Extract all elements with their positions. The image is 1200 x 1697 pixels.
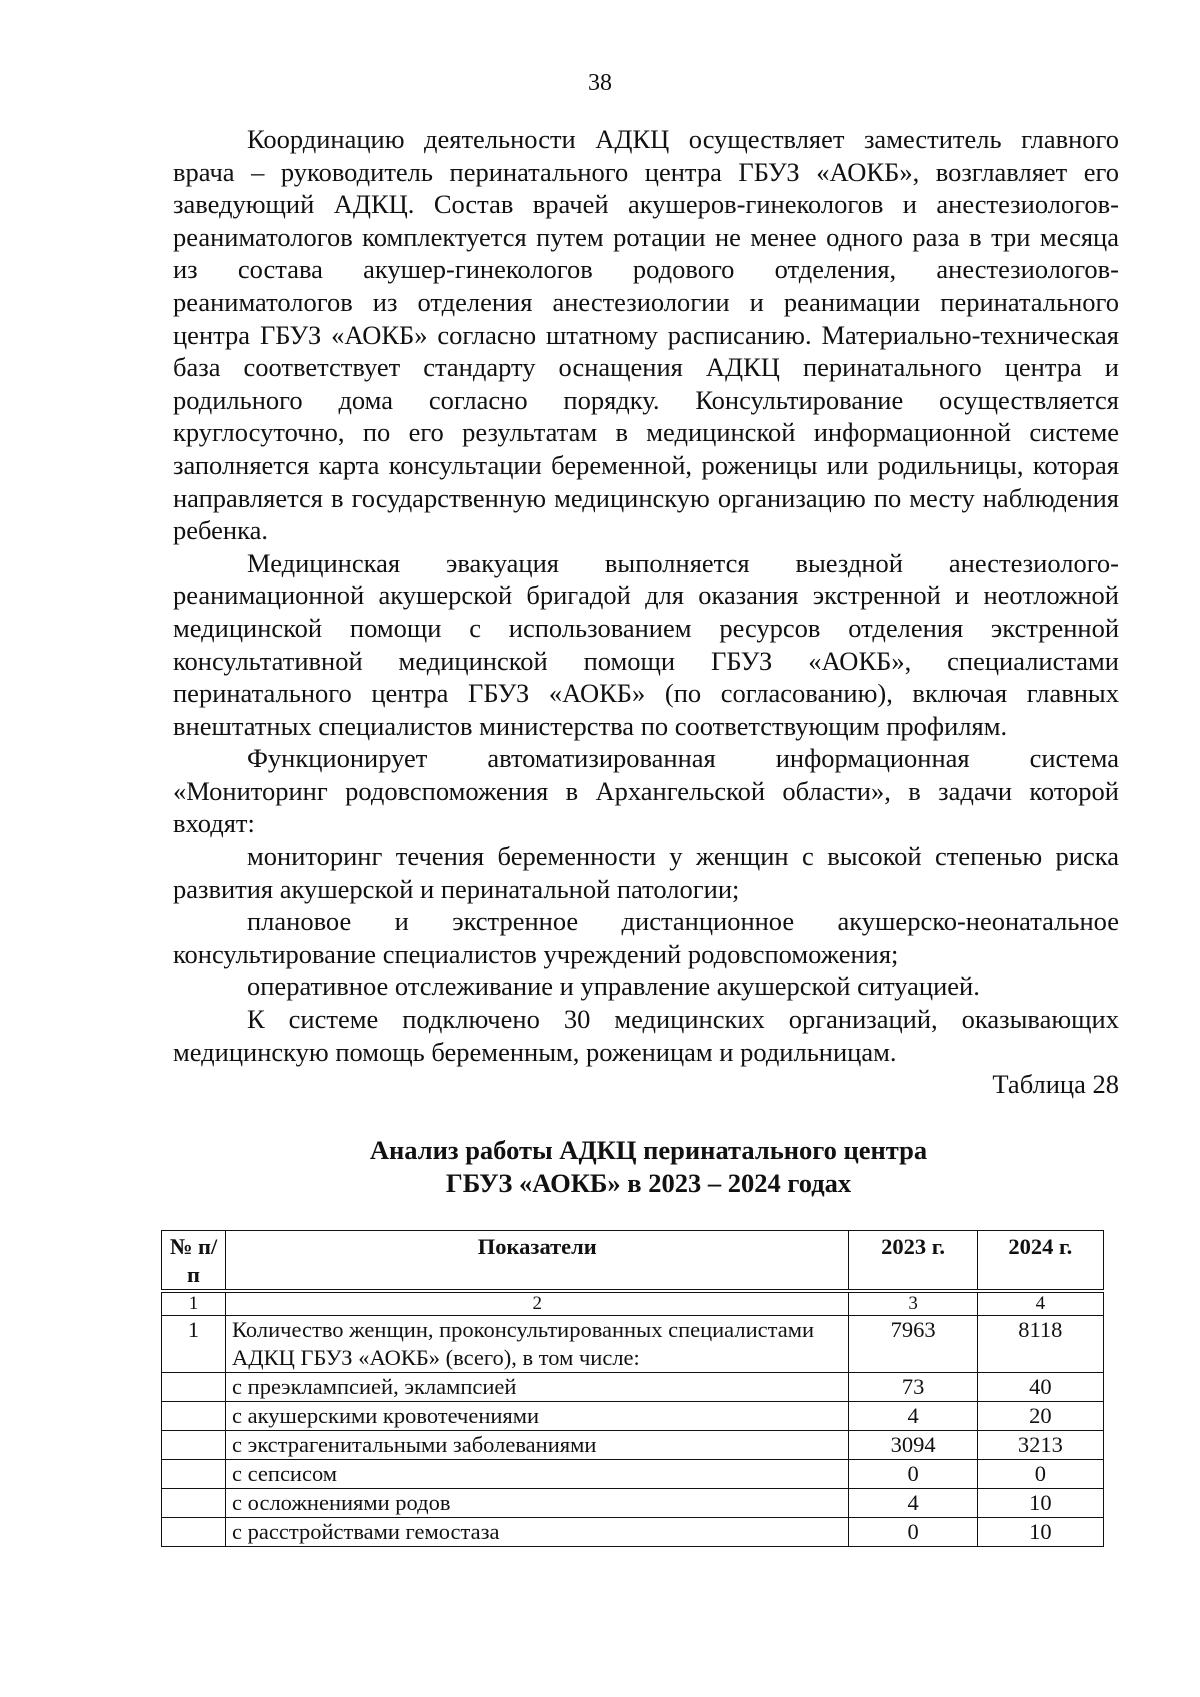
table-title-line: Анализ работы АДКЦ перинатального центра [369, 1135, 928, 1165]
row-indicator: с экстрагенитальными заболеваниями [226, 1431, 849, 1460]
table-row [162, 1489, 1104, 1518]
row-indicator: с осложнениями родов [226, 1489, 849, 1518]
row-2023: 4 [849, 1489, 977, 1518]
row-num: 1 [162, 1316, 226, 1373]
paragraph: мониторинг течения беременности у женщин с высокой степенью риска развития акушерской и перинатальной патологии; [173, 841, 1119, 904]
column-number: 3 [849, 1291, 977, 1316]
row-2023: 7963 [849, 1316, 977, 1373]
row-2023: 0 [849, 1460, 977, 1489]
table-row [162, 1431, 1104, 1460]
paragraph: Координацию деятельности АДКЦ осуществляет заместитель главного врача – руководитель перинатального центра ГБУЗ «АОКБ», возглавляет его заведующий АДКЦ. Состав врачей акушеров-гинекологов и анестезиологов-реаниматологов комплектуется путем ротации не менее одного раза в три месяца из состава акушер-гинекологов родового отделения, анестезиологов-реаниматологов из отделения анестезиологии и реанимации перинатального центра ГБУЗ «АОКБ» согласно штатному расписанию. Материально-техническая база соответствует стандарту оснащения АДКЦ перинатального центра и родильного дома согласно порядку. Консультирование осуществляется круглосуточно, по его результатам в медицинской информационной системе заполняется карта консультации беременной, роженицы или родильницы, которая направляется в государственную медицинскую организацию по месту наблюдения ребенка. [173, 124, 1119, 546]
row-num [162, 1489, 226, 1518]
header-2024: 2024 г. [977, 1231, 1103, 1292]
data-table [161, 1230, 1104, 1547]
header-indicator: Показатели [226, 1231, 849, 1292]
table-label: Таблица 28 [992, 1069, 1119, 1099]
table-row [162, 1402, 1104, 1431]
row-2024: 10 [977, 1518, 1103, 1547]
column-number: 1 [162, 1291, 226, 1316]
row-num [162, 1431, 226, 1460]
table-title [0, 1134, 1200, 1200]
paragraph: Функционирует автоматизированная информационная система «Мониторинг родовспоможения в Архангельской области», в задачи которой входят: [173, 743, 1119, 839]
body-text [173, 123, 1119, 1068]
paragraph: оперативное отслеживание и управление акушерской ситуацией. [247, 971, 980, 1002]
row-2024: 40 [977, 1373, 1103, 1402]
paragraph: плановое и экстренное дистанционное акушерско-неонатальное консультирование специалистов учреждений родовспоможения; [173, 906, 1119, 969]
column-number: 2 [226, 1291, 849, 1316]
row-2024: 3213 [977, 1431, 1103, 1460]
row-indicator: с акушерскими кровотечениями [226, 1402, 849, 1431]
row-2023: 4 [849, 1402, 977, 1431]
row-2023: 3094 [849, 1431, 977, 1460]
row-2023: 73 [849, 1373, 977, 1402]
row-num [162, 1460, 226, 1489]
table-title-line: ГБУЗ «АОКБ» в 2023 – 2024 годах [445, 1168, 852, 1198]
row-2024: 8118 [977, 1316, 1103, 1373]
row-indicator: с сепсисом [226, 1460, 849, 1489]
paragraph: Медицинская эвакуация выполняется выездной анестезиолого-реанимационной акушерской бригадой для оказания экстренной и неотложной медицинской помощи с использованием ресурсов отделения экстренной консультативной медицинской помощи ГБУЗ «АОКБ», специалистами перинатального центра ГБУЗ «АОКБ» (по согласованию), включая главных внештатных специалистов министерства по соответствующим профилям. [173, 547, 1119, 741]
header-num: № п/п [162, 1231, 226, 1292]
row-2023: 0 [849, 1518, 977, 1547]
row-indicator: Количество женщин, проконсультированных специалистами АДКЦ ГБУЗ «АОКБ» (всего), в том числе: [226, 1316, 849, 1373]
row-num [162, 1518, 226, 1547]
row-indicator: с преэклампсией, эклампсией [226, 1373, 849, 1402]
row-num [162, 1402, 226, 1431]
table-header-row [162, 1231, 1104, 1292]
table-row [162, 1518, 1104, 1547]
column-number-row [162, 1291, 1104, 1316]
table-row [162, 1316, 1104, 1373]
row-num [162, 1373, 226, 1402]
table-row [162, 1373, 1104, 1402]
row-indicator: с расстройствами гемостаза [226, 1518, 849, 1547]
row-2024: 0 [977, 1460, 1103, 1489]
page-number: 38 [588, 70, 612, 96]
paragraph: К системе подключено 30 медицинских организаций, оказывающих медицинскую помощь беременным, роженицам и родильницам. [173, 1004, 1119, 1067]
column-number: 4 [977, 1291, 1103, 1316]
row-2024: 20 [977, 1402, 1103, 1431]
row-2024: 10 [977, 1489, 1103, 1518]
header-2023: 2023 г. [849, 1231, 977, 1292]
table-row [162, 1460, 1104, 1489]
